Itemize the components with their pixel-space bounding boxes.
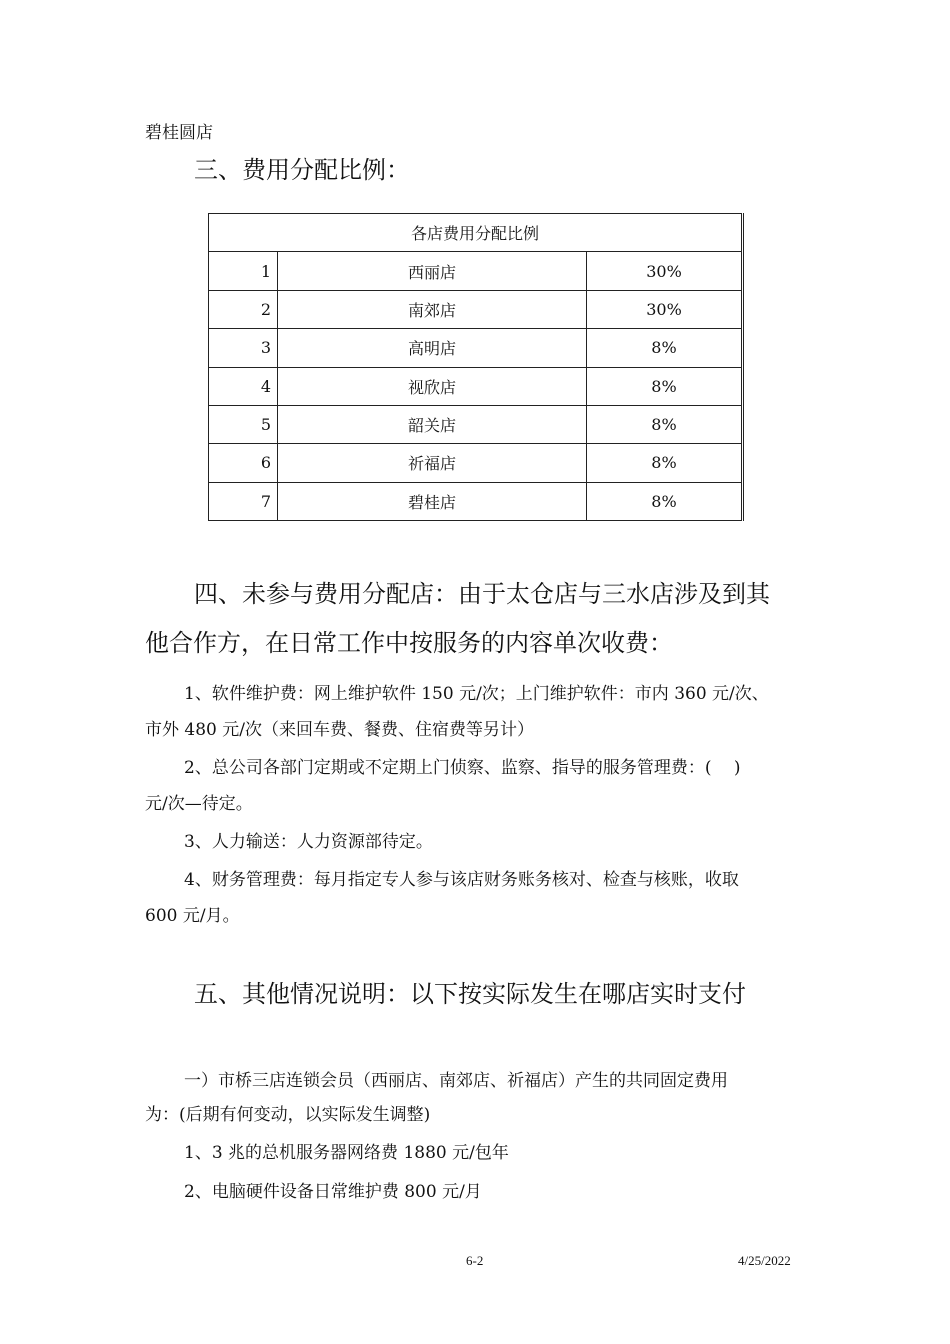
store-name: 视欣店 bbox=[278, 367, 587, 405]
ratio-value: 30% bbox=[587, 252, 742, 290]
table-row bbox=[209, 367, 742, 405]
section-5-paragraph-line-2: 为：(后期有何变动，以实际发生调整) bbox=[145, 1105, 431, 1125]
row-number: 6 bbox=[209, 444, 278, 482]
allocation-table bbox=[208, 213, 742, 521]
table-row bbox=[209, 290, 742, 328]
item-3-line-1: 3、人力输送：人力资源部待定。 bbox=[184, 832, 433, 852]
store-name: 南郊店 bbox=[278, 290, 587, 328]
table-double-border bbox=[743, 213, 744, 521]
section-3-heading: 三、费用分配比例： bbox=[194, 156, 410, 184]
page-number: 6-2 bbox=[466, 1253, 484, 1268]
item-4-line-2: 600 元/月。 bbox=[145, 906, 240, 926]
item-4-line-1: 4、财务管理费：每月指定专人参与该店财务账务核对、检查与核账，收取 bbox=[184, 870, 739, 890]
item-2-line-1: 2、总公司各部门定期或不定期上门侦察、监察、指导的服务管理费：( ) bbox=[184, 758, 741, 778]
section-4-heading-line-2: 他合作方，在日常工作中按服务的内容单次收费： bbox=[145, 629, 673, 657]
ratio-value: 8% bbox=[587, 329, 742, 367]
ratio-value: 8% bbox=[587, 482, 742, 520]
table-row bbox=[209, 482, 742, 520]
row-number: 1 bbox=[209, 252, 278, 290]
ratio-value: 8% bbox=[587, 405, 742, 443]
ratio-value: 8% bbox=[587, 444, 742, 482]
item-2-line-2: 元/次—待定。 bbox=[145, 794, 253, 814]
store-name: 西丽店 bbox=[278, 252, 587, 290]
store-name: 高明店 bbox=[278, 329, 587, 367]
ratio-value: 8% bbox=[587, 367, 742, 405]
table-caption: 各店费用分配比例 bbox=[209, 214, 742, 252]
section-5-heading: 五、其他情况说明：以下按实际发生在哪店实时支付 bbox=[194, 980, 746, 1008]
store-name: 祈福店 bbox=[278, 444, 587, 482]
table-row bbox=[209, 405, 742, 443]
table-caption-row bbox=[209, 214, 742, 252]
store-name: 韶关店 bbox=[278, 405, 587, 443]
footer-date: 4/25/2022 bbox=[738, 1253, 791, 1268]
section-5-paragraph-line-1: 一）市桥三店连锁会员（西丽店、南郊店、祈福店）产生的共同固定费用 bbox=[184, 1071, 728, 1091]
ratio-value: 30% bbox=[587, 290, 742, 328]
item-1-line-2: 市外 480 元/次（来回车费、餐费、住宿费等另计） bbox=[145, 720, 534, 740]
section-5-item-1: 1、3 兆的总机服务器网络费 1880 元/包年 bbox=[184, 1143, 509, 1163]
row-number: 7 bbox=[209, 482, 278, 520]
row-number: 5 bbox=[209, 405, 278, 443]
row-number: 2 bbox=[209, 290, 278, 328]
table-row bbox=[209, 444, 742, 482]
table-row bbox=[209, 329, 742, 367]
item-1-line-1: 1、软件维护费：网上维护软件 150 元/次；上门维护软件：市内 360 元/次、 bbox=[184, 684, 769, 704]
row-number: 4 bbox=[209, 367, 278, 405]
section-4-heading-line-1: 四、未参与费用分配店：由于太仓店与三水店涉及到其 bbox=[194, 580, 770, 608]
top-line: 碧桂圆店 bbox=[145, 123, 213, 143]
row-number: 3 bbox=[209, 329, 278, 367]
section-5-item-2: 2、电脑硬件设备日常维护费 800 元/月 bbox=[184, 1182, 482, 1202]
table-row bbox=[209, 252, 742, 290]
store-name: 碧桂店 bbox=[278, 482, 587, 520]
